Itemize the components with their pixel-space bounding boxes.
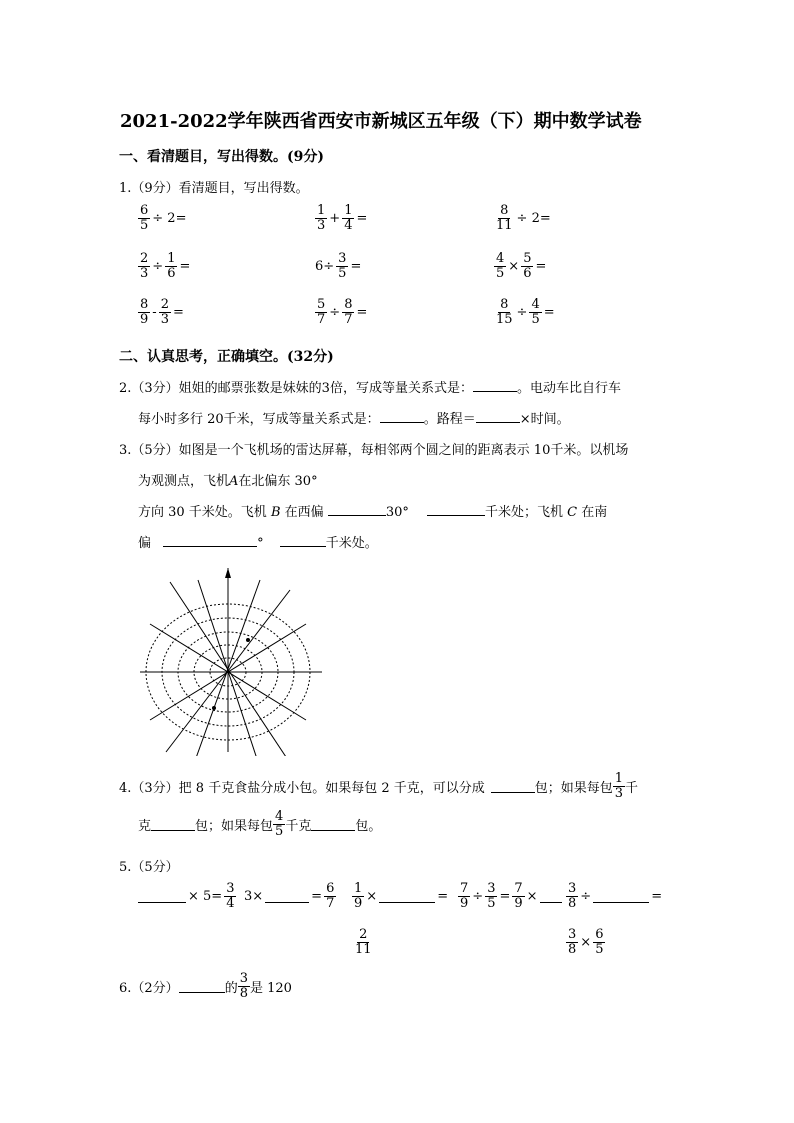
answer-blank[interactable] [151,817,195,831]
q5-expr-5-result: $\frac{3}{8}$ × $\frac{6}{5}$ [568,927,604,957]
answer-blank[interactable] [380,409,424,423]
calc-item-8: $\frac{5}{7}$ ÷ $\frac{8}{7}$ = [317,297,368,327]
section-2-heading: 二、认真思考，正确填空。(32分) [119,349,334,365]
calc-item-7: $\frac{8}{9}$ - $\frac{2}{3}$ = [140,297,184,327]
question-3-line-1: 3.（5分）如图是一个飞机场的雷达屏幕，每相邻两个圆之间的距离表示 10千米。以机场 [119,443,629,458]
answer-blank[interactable] [138,889,186,903]
answer-blank[interactable] [179,979,225,993]
answer-blank[interactable] [280,533,326,547]
q5-expr-5: $\frac{3}{8}$ ÷ = [568,881,663,911]
section-1-heading: 一、看清题目，写出得数。(9分) [119,149,324,165]
question-4-line-2: 克 包；如果每包 $\frac{4}{5}$ 千克 包。 [138,809,382,839]
answer-blank[interactable] [473,378,517,392]
question-4-line-1: 4.（3分）把 8 千克食盐分成小包。如果每包 2 千克，可以分成 包；如果每包 $\frac{1}{3}$ 千 [119,771,639,801]
answer-blank[interactable] [476,409,520,423]
calc-item-4: $\frac{2}{3}$ ÷ $\frac{1}{6}$ = [140,251,191,281]
calc-item-9: $\frac{8}{15}$ ÷ $\frac{4}{5}$ = [496,297,555,327]
radar-diagram [140,556,330,756]
answer-blank[interactable] [593,889,649,903]
q5-expr-2: 3× = $\frac{6}{7}$ [244,881,335,911]
question-3-line-4: 偏 ° 千米处。 [138,532,378,551]
page-title: 2021-2022学年陕西省西安市新城区五年级（下）期中数学试卷 [120,111,642,132]
question-5-prompt: 5.（5分） [119,860,179,875]
calc-item-2: $\frac{1}{3}$ + $\frac{1}{4}$ = [317,203,368,233]
calc-item-6: $\frac{4}{5}$ × $\frac{5}{6}$ = [496,251,547,281]
q5-expr-3: $\frac{1}{9}$ × = [354,881,449,911]
answer-blank[interactable] [427,502,485,516]
answer-blank[interactable] [328,502,386,516]
question-1-prompt: 1.（9分）看清题目，写出得数。 [119,181,309,196]
answer-blank[interactable] [265,889,309,903]
calc-item-5: 6÷ $\frac{3}{5}$ = [315,251,362,281]
answer-blank[interactable] [311,817,355,831]
calc-item-1: $\frac{6}{5}$ ÷ 2= [140,203,187,233]
q5-expr-3-result: $\frac{2}{11}$ [355,927,372,957]
calc-item-3: $\frac{8}{11}$ ÷ 2= [496,203,551,233]
question-6: 6.（2分） 的 $\frac{3}{8}$ 是 120 [119,971,292,1001]
answer-blank[interactable] [163,533,257,547]
answer-blank[interactable] [540,889,562,903]
question-3-line-3: 方向 30 千米处。飞机 B 在西偏 30° 千米处；飞机 C 在南 [138,501,607,520]
q5-expr-4: $\frac{7}{9}$ ÷ $\frac{3}{5}$ = $\frac{7}{9}$ × [458,882,562,910]
question-3-line-2: 为观测点，飞机A在北偏东 30° [138,474,318,489]
question-2-line-1: 2.（3分）姐姐的邮票张数是妹妹的3倍，写成等量关系式是： 。电动车比自行车 [119,377,621,396]
question-2-line-2: 每小时多行 20千米，写成等量关系式是： 。路程＝ ×时间。 [138,408,570,427]
q5-expr-1: × 5= $\frac{3}{4}$ [138,882,236,910]
answer-blank[interactable] [379,889,435,903]
answer-blank[interactable] [491,779,535,793]
